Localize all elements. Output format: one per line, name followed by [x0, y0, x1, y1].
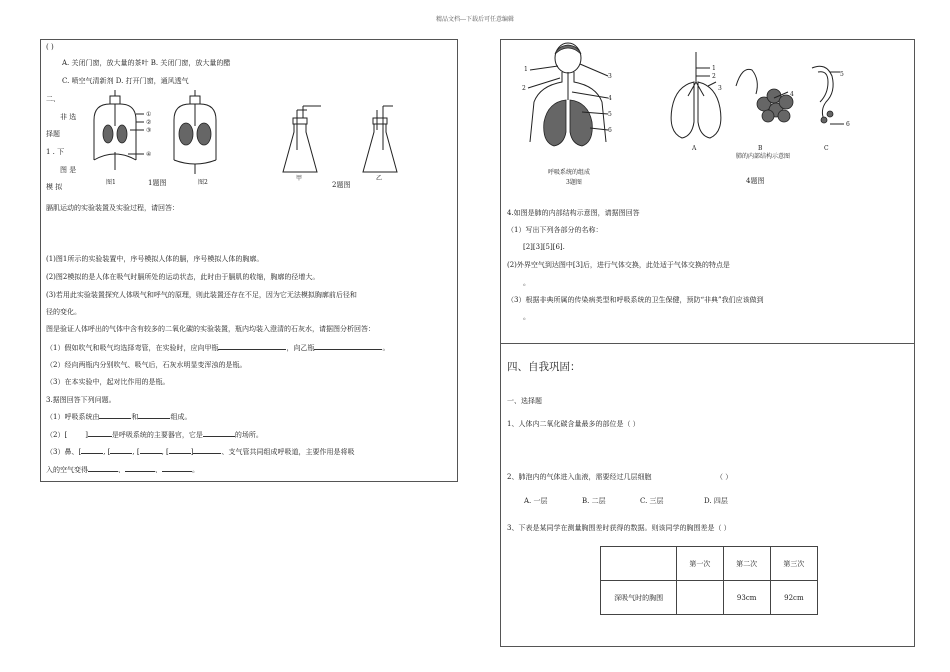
fig3-num-3: 3 — [608, 73, 612, 80]
q3-2-blank-a[interactable] — [88, 436, 112, 437]
q4-1: （1）写出下列各部分的名称： — [507, 226, 603, 234]
q4-2: (2)外界空气到达图中[3]后，进行气体交换，此处适于气体交换的特点是 — [507, 261, 730, 269]
section-2-line3: 择题 — [46, 130, 60, 138]
q3-1 — [46, 414, 191, 421]
section-2-line2: 非 选 — [60, 113, 77, 121]
option-ab: A. 关闭门窗，放大量的茶叶 B. 关闭门窗，放大量的醋 — [62, 59, 231, 67]
choice-q3: 3、下表是某同学在测量胸围差时获得的数据。则该同学的胸围差是（ ） — [507, 524, 731, 532]
q3-3: （3）鼻、[ , [ , [ , [ ] 、支气管共同组成呼吸道，主要作用是将吸 — [46, 448, 355, 456]
q2-1 — [46, 345, 389, 352]
q3-3-text: （3）鼻、[ — [46, 448, 82, 456]
q2-3: （3）在本实验中，起对比作用的是瓶。 — [46, 378, 170, 386]
respiratory-system-figure — [520, 42, 620, 162]
q1-intro: 膈肌运动的实验装置及实验过程，请回答： — [46, 204, 179, 212]
fig3-num-6: 6 — [608, 127, 612, 134]
q3-3-blank-2[interactable] — [110, 453, 132, 454]
q3-2-close: ] — [85, 431, 88, 439]
q3-1-and: 和 — [131, 413, 139, 421]
q3-2 — [46, 432, 263, 439]
fig4-caption: 肺的内部结构示意图 — [736, 153, 791, 160]
figure-1-title: 1题图 — [148, 179, 167, 187]
section-2-line6: 模 拟 — [46, 183, 63, 191]
q1-1: (1)图1所示的实验装置中，序号模拟人体的膈，序号模拟人体的胸廓。 — [46, 255, 264, 263]
q3-3c-sep-2: 、 — [155, 466, 162, 474]
label-2: ② — [146, 119, 152, 126]
q2-1-text-c: 。 — [382, 344, 390, 352]
q4-3: （3）根据非典所属的传染病类型和呼吸系统的卫生保健，预防“非典”我们应该做到 — [507, 296, 764, 304]
label-3: ③ — [146, 127, 152, 134]
fig4-letter-a: A — [692, 145, 697, 152]
q2-intro: 图是验证人体呼出的气体中含有较多的二氧化碳的实验装置，瓶内均装入澄清的石灰水，请据图分析回答： — [46, 325, 375, 333]
table-cell: 深吸气时的胸围 — [601, 581, 677, 615]
figure-2-caption: 图2 — [198, 179, 208, 186]
fig4-num-6: 6 — [846, 121, 850, 128]
q3-1-text: （1）呼吸系统由 — [46, 413, 100, 421]
q3-3-blank-3[interactable] — [140, 453, 162, 454]
q3-intro: 3.据图回答下列问题。 — [46, 396, 116, 404]
q3-3c-end: 。 — [192, 466, 199, 474]
q2-1-text-b: ，向乙瓶 — [286, 344, 315, 352]
table-cell — [677, 581, 723, 615]
lung-diagram-b — [736, 69, 793, 122]
q2-1-text: （1）假如吹气和吸气均选择弯管，在实验时，应向甲瓶 — [46, 344, 219, 352]
flask-jia — [283, 106, 321, 172]
flask-yi-label: 乙 — [376, 175, 383, 182]
table-header-cell: 第三次 — [770, 547, 817, 581]
question-paren: ( ) — [46, 43, 54, 51]
fig3-num-1: 1 — [524, 66, 528, 73]
fig3-caption-2: 3题图 — [566, 179, 582, 186]
q2-1-blank-jia[interactable] — [218, 349, 286, 350]
q4-1b: [2][3][5][6]. — [523, 243, 565, 251]
fig3-num-2: 2 — [522, 85, 526, 92]
fig4-num-3: 3 — [718, 85, 722, 92]
q1-2: (2)图2模拟的是人体在吸气时膈所处的运动状态，此时由于膈肌的收缩，胸廓的径增大。 — [46, 273, 320, 281]
table-cell: 92cm — [770, 581, 817, 615]
table-row — [601, 581, 818, 615]
q4-intro: 4.如图是肺的内部结构示意图，请据图回答 — [507, 209, 640, 217]
bell-jar-1 — [94, 90, 136, 170]
fig4-letter-b: B — [758, 145, 763, 152]
table-header-row — [601, 547, 818, 581]
right-panel-divider — [500, 343, 915, 344]
q4-2b: 。 — [523, 279, 530, 287]
q2-1-blank-yi[interactable] — [314, 349, 382, 350]
q3-3c — [46, 467, 199, 474]
choice-q2-opt-b[interactable]: B. 二层 — [582, 497, 606, 505]
fig4-num-4: 4 — [790, 91, 794, 98]
q2-2: （2）经向两瓶内分别吹气、吸气后，石灰水明显变浑浊的是瓶。 — [46, 361, 247, 369]
lung-structure-figure — [660, 52, 850, 152]
fig4-num-1: 1 — [712, 65, 716, 72]
bell-jar-figure — [88, 90, 228, 180]
q3-1-end: 组成。 — [170, 413, 192, 421]
section-2-line4: 1 . 下 — [46, 148, 65, 156]
lung-diagram-c — [812, 66, 833, 123]
page-header: 精品文档---下载后可任意编辑 — [435, 16, 515, 23]
choice-q2: 2、肺泡内的气体进入血液，需要经过几层细胞 — [507, 473, 652, 481]
q3-3c-blank-3[interactable] — [162, 471, 192, 472]
choice-q2-opt-c[interactable]: C. 三层 — [640, 497, 664, 505]
choice-q2-opt-a[interactable]: A. 一层 — [524, 497, 548, 505]
q1-3a: (3)若用此实验装置探究人体吸气和呼气的原理，则此装置还存在不足，因为它无法模拟胸廓前后径和 — [46, 291, 357, 299]
fig3-num-4: 4 — [608, 95, 612, 102]
q3-3c-blank-1[interactable] — [88, 471, 118, 472]
choice-q2-opt-d[interactable]: D. 四层 — [704, 497, 728, 505]
bell-jar-2 — [174, 90, 216, 174]
label-4: ④ — [146, 151, 152, 158]
fig3-num-5: 5 — [608, 111, 612, 118]
section-2-line5: 图 是 — [60, 166, 77, 174]
q3-2-mid: 是呼吸系统的主要器官，它是 — [111, 431, 203, 439]
q3-1-blank-b[interactable] — [138, 418, 170, 419]
label-1: ① — [146, 111, 152, 118]
chest-measure-table — [600, 546, 818, 615]
option-cd: C. 喷空气清新剂 D. 打开门窗，通风透气 — [62, 77, 189, 85]
q3-1-blank-a[interactable] — [99, 418, 131, 419]
q3-2-blank-b[interactable] — [203, 436, 235, 437]
choice-q2-paren: （ ） — [716, 473, 733, 481]
fig4-letter-c: C — [824, 145, 829, 152]
q3-3c-text: 入的空气变得 — [46, 466, 88, 474]
q1-3b: 径的变化。 — [46, 308, 81, 316]
table-header-cell: 第一次 — [677, 547, 723, 581]
q3-3-blank-5[interactable] — [193, 453, 221, 454]
choice-section: 一、选择题 — [507, 397, 542, 405]
section-2-line1: 二、 — [46, 95, 60, 103]
figure-2-title: 2题图 — [332, 181, 351, 189]
q3-3c-sep-1: 、 — [118, 466, 125, 474]
q3-2-end: 的场所。 — [234, 431, 263, 439]
flask-yi — [363, 106, 397, 172]
flask-figure — [283, 110, 413, 180]
q3-3-blank-4[interactable] — [169, 453, 191, 454]
flask-jia-label: 甲 — [296, 175, 303, 182]
choice-q1: 1、人体内二氧化碳含量最多的部位是（ ） — [507, 420, 640, 428]
fig4-caption-2: 4题图 — [746, 177, 765, 185]
fig4-num-5: 5 — [840, 71, 844, 78]
table-header-cell: 第二次 — [723, 547, 770, 581]
fig4-num-2: 2 — [712, 73, 716, 80]
self-review-title: 四、自我巩固： — [507, 361, 581, 373]
figure-1-caption: 图1 — [106, 179, 116, 186]
q3-3-text-b: 、支气管共同组成呼吸道，主要作用是将吸 — [221, 448, 355, 456]
table-header-cell — [601, 547, 677, 581]
q4-3b: 。 — [523, 313, 530, 321]
q3-3-blank-1[interactable] — [81, 453, 103, 454]
fig3-caption: 呼吸系统的组成 — [548, 169, 591, 176]
q3-2-text: （2）[ — [46, 431, 68, 439]
q3-3c-blank-2[interactable] — [125, 471, 155, 472]
table-cell: 93cm — [723, 581, 770, 615]
